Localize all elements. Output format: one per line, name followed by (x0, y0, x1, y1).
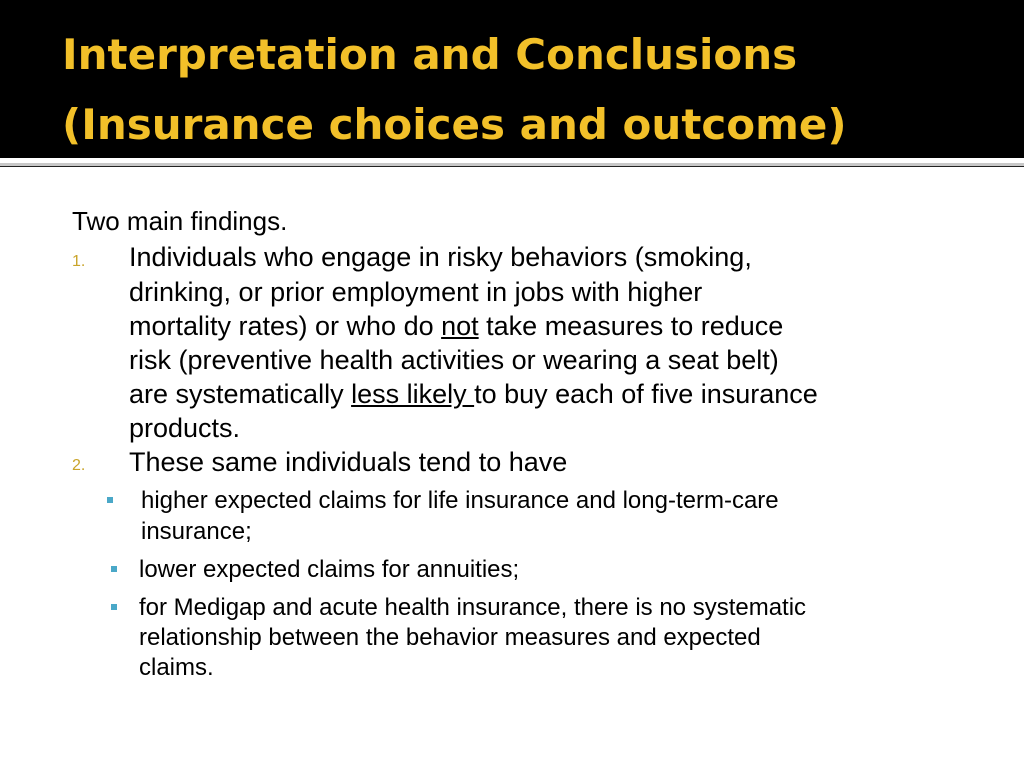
finding-1-line-3-start: mortality rates) or who do (129, 311, 442, 341)
emphasis-not: not (441, 311, 479, 341)
finding-1-line-3 (129, 309, 783, 343)
slide-title-line-2: (Insurance choices and outcome) (62, 100, 847, 149)
finding-1-line-3-end: take measures to reduce (478, 311, 784, 341)
subpoint-1-line-2: insurance; (141, 518, 252, 545)
finding-1-number: 1. (72, 253, 86, 270)
finding-2-text: These same individuals tend to have (129, 447, 568, 477)
bullet-3-icon (111, 604, 117, 610)
slide-title-line-1: Interpretation and Conclusions (62, 30, 798, 79)
subpoint-2-line-1: lower expected claims for annuities; (139, 556, 520, 583)
finding-1-line-6: products. (129, 413, 241, 443)
emphasis-less-likely: less likely (351, 379, 475, 409)
finding-1-line-2: drinking, or prior employment in jobs with higher (129, 277, 703, 307)
finding-2-number: 2. (72, 457, 86, 474)
finding-1-line-5 (129, 377, 818, 411)
subpoint-3-line-2: relationship between the behavior measures and expected (139, 624, 761, 651)
finding-1-line-1: Individuals who engage in risky behaviors (smoking, (129, 242, 752, 272)
finding-1-line-4: risk (preventive health activities or wearing a seat belt) (129, 345, 779, 375)
subpoint-3-line-1: for Medigap and acute health insurance, there is no systematic (139, 594, 807, 621)
finding-1-line-5-start: are systematically (129, 379, 352, 409)
subpoint-3-line-3: claims. (139, 654, 214, 681)
subpoint-1-line-1: higher expected claims for life insurance and long-term-care (141, 487, 779, 514)
finding-1-line-5-end: to buy each of five insurance (474, 379, 818, 409)
bullet-2-icon (111, 566, 117, 572)
intro-text: Two main findings. (72, 206, 288, 236)
bullet-1-icon (107, 497, 113, 503)
